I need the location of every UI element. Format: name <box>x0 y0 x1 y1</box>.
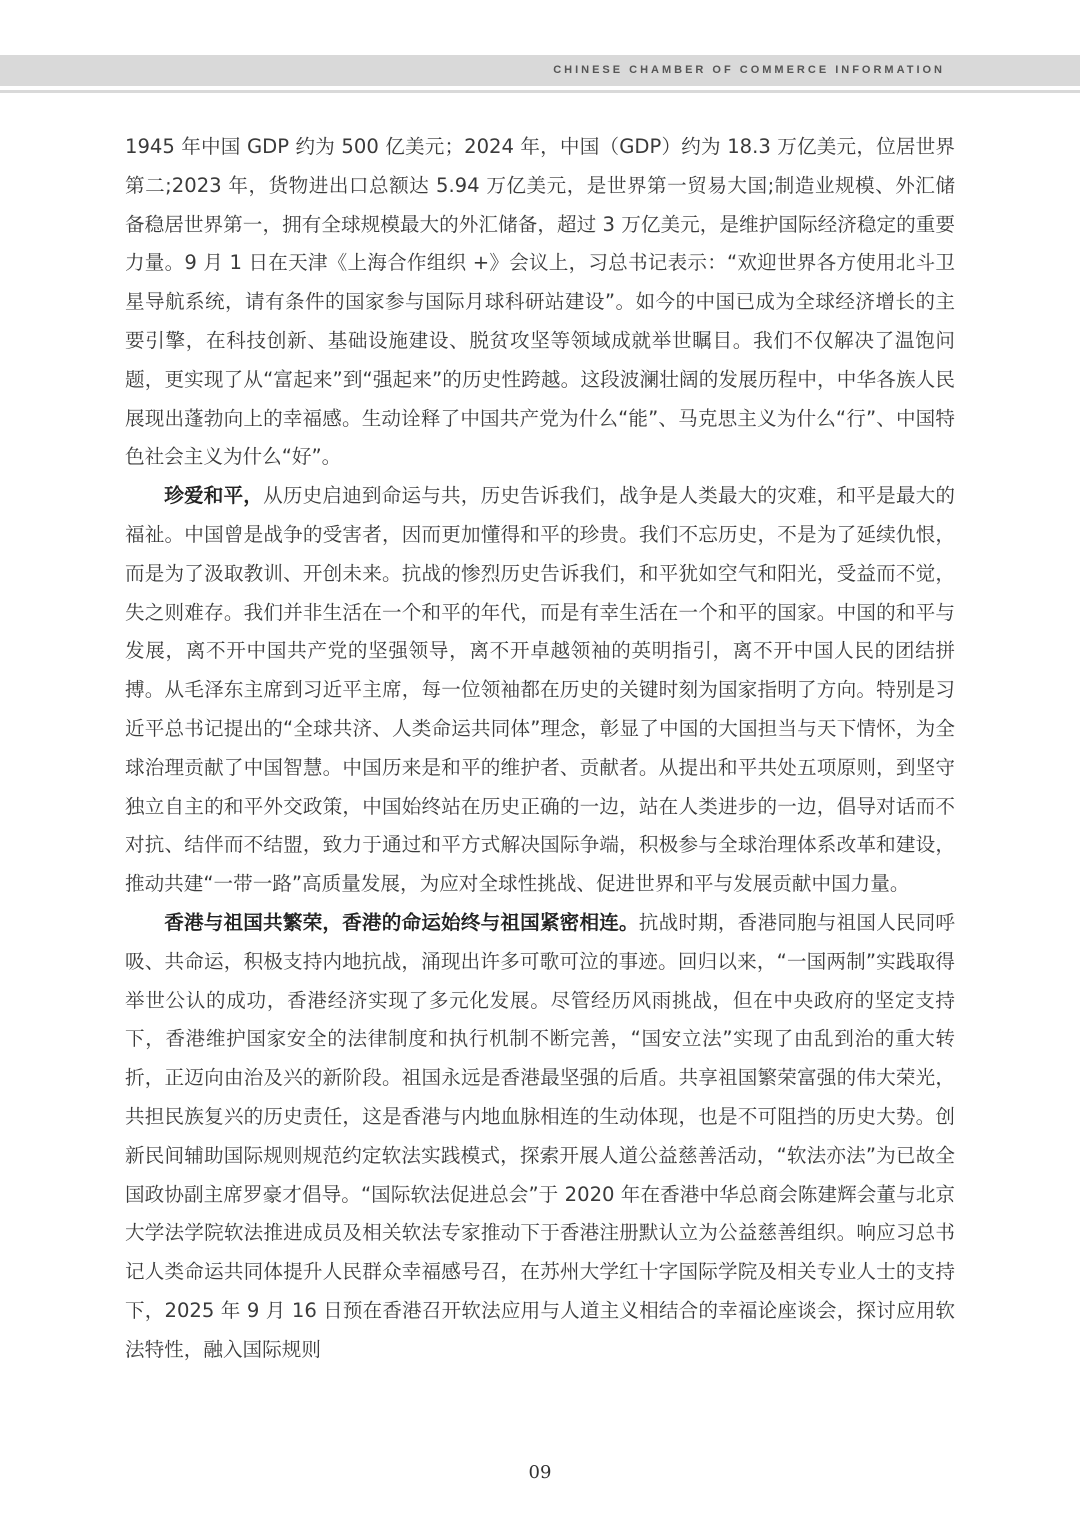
article-body <box>125 128 955 1370</box>
paragraph-hongkong <box>125 904 955 1370</box>
paragraph-text: 抗战时期，香港同胞与祖国人民同呼吸、共命运，积极支持内地抗战，涌现出许多可歌可泣的事迹。回归以来，“一国两制”实践取得举世公认的成功，香港经济实现了多元化发展。尽管经历风雨挑战，但在中央政府的坚定支持下，香港维护国家安全的法律制度和执行机制不断完善，“国安立法”实现了由乱到治的重大转折，正迈向由治及兴的新阶段。祖国永远是香港最坚强的后盾。共享祖国繁荣富强的伟大荣光，共担民族复兴的历史责任，这是香港与内地血脉相连的生动体现，也是不可阻挡的历史大势。创新民间辅助国际规则规范约定软法实践模式，探索开展人道公益慈善活动，“软法亦法”为已故全国政协副主席罗豪才倡导。“国际软法促进总会”于 2020 年在香港中华总商会陈建辉会董与北京大学法学院软法推进成员及相关软法专家推动下于香港注册默认立为公益慈善组织。响应习总书记人类命运共同体提升人民群众幸福感号召，在苏州大学红十字国际学院及相关专业人士的支持下，2025 年 9 月 16 日预在香港召开软法应用与人道主义相结合的幸福论座谈会，探讨应用软法特性，融入国际规则 <box>125 910 956 1361</box>
paragraph-lead: 珍爱和平， <box>164 484 264 508</box>
paragraph-economy <box>125 128 955 477</box>
paragraph-text: 1945 年中国 GDP 约为 500 亿美元；2024 年，中国（GDP）约为 18.3 万亿美元，位居世界第二;2023 年，货物进出口总额达 5.94 万亿美元，是世界第一贸易大国;制造业规模、外汇储备稳居世界第一，拥有全球规模最大的外汇储备，超过 3 万亿美元，是维护国际经济稳定的重要力量。9 月 1 日在天津《上海合作组织 +》会议上，习总书记表示：“欢迎世界各方使用北斗卫星导航系统，请有条件的国家参与国际月球科研站建设”。如今的中国已成为全球经济增长的主要引擎，在科技创新、基础设施建设、脱贫攻坚等领域成就举世瞩目。我们不仅解决了温饱问题，更实现了从“富起来”到“强起来”的历史性跨越。这段波澜壮阔的发展历程中，中华各族人民展现出蓬勃向上的幸福感。生动诠释了中国共产党为什么“能”、马克思主义为什么“行”、中国特色社会主义为什么“好”。 <box>125 135 955 469</box>
paragraph-peace <box>125 477 955 904</box>
page-number: 09 <box>528 1462 552 1483</box>
running-header-title: CHINESE CHAMBER OF COMMERCE INFORMATION <box>553 64 945 76</box>
paragraph-lead: 香港与祖国共繁荣，香港的命运始终与祖国紧密相连。 <box>164 910 639 934</box>
paragraph-text: 从历史启迪到命运与共，历史告诉我们，战争是人类最大的灾难，和平是最大的福祉。中国曾是战争的受害者，因而更加懂得和平的珍贵。我们不忘历史，不是为了延续仇恨，而是为了汲取教训、开创未来。抗战的惨烈历史告诉我们，和平犹如空气和阳光，受益而不觉，失之则难存。我们并非生活在一个和平的年代，而是有幸生活在一个和平的国家。中国的和平与发展，离不开中国共产党的坚强领导，离不开卓越领袖的英明指引，离不开中国人民的团结拼搏。从毛泽东主席到习近平主席，每一位领袖都在历史的关键时刻为国家指明了方向。特别是习近平总书记提出的“全球共济、人类命运共同体”理念，彰显了中国的大国担当与天下情怀，为全球治理贡献了中国智慧。中国历来是和平的维护者、贡献者。从提出和平共处五项原则，到坚守独立自主的和平外交政策，中国始终站在历史正确的一边，站在人类进步的一边，倡导对话而不对抗、结伴而不结盟，致力于通过和平方式解决国际争端，积极参与全球治理体系改革和建设，推动共建“一带一路”高质量发展，为应对全球性挑战、促进世界和平与发展贡献中国力量。 <box>125 484 955 896</box>
header-divider <box>0 90 1080 93</box>
